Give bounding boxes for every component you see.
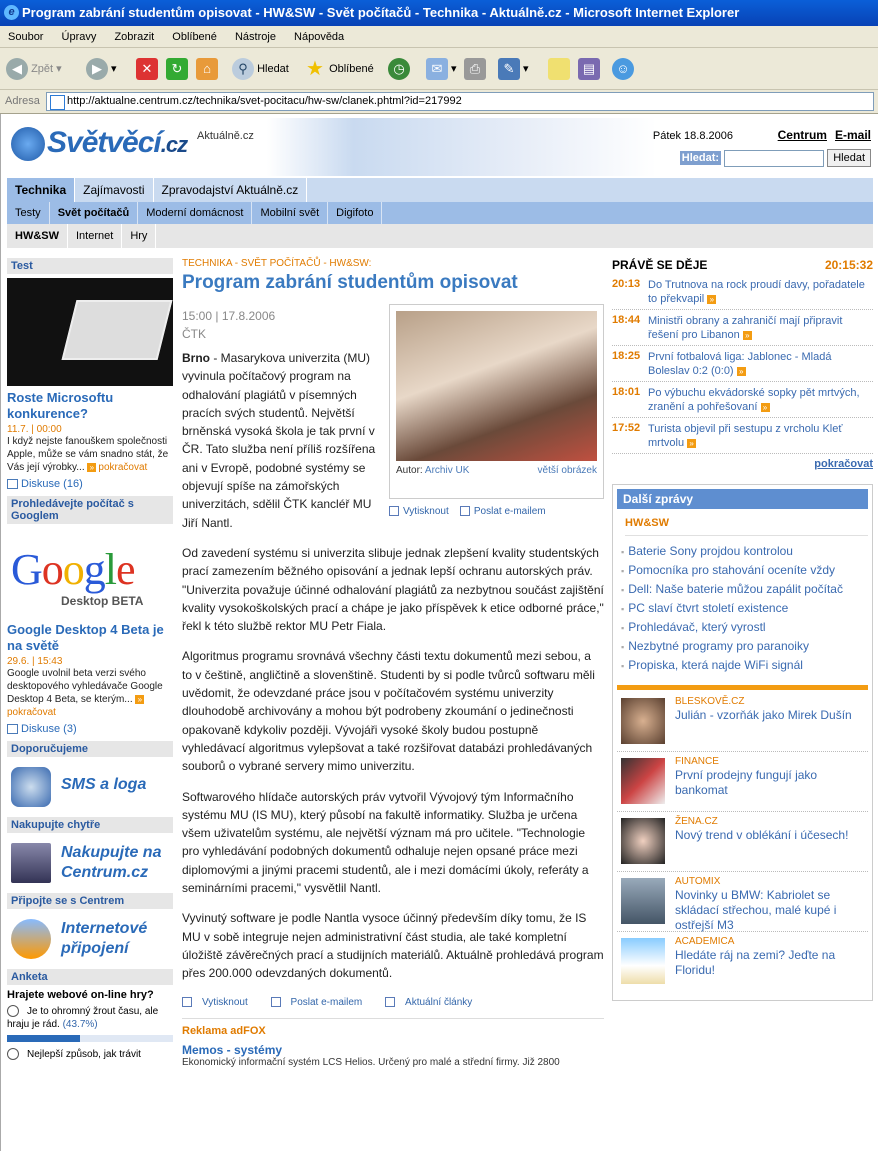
article-source: ČTK	[182, 327, 206, 341]
lead-city: Brno	[182, 351, 210, 365]
toolbar	[0, 48, 878, 90]
news-item[interactable]	[612, 386, 873, 418]
poll	[7, 1005, 173, 1061]
news-time: 18:01	[612, 386, 641, 398]
search-label: Hledat	[257, 63, 289, 75]
google-desktop-logo[interactable]	[7, 528, 173, 618]
address-input[interactable]: http://aktualne.centrum.cz/technika/svet-pocitacu/hw-sw/clanek.phtml?id=217992	[46, 92, 874, 111]
current-articles-link[interactable]	[385, 997, 482, 1008]
news-item[interactable]	[612, 422, 873, 454]
edit-button[interactable]: ✎ ▾	[498, 56, 529, 82]
print-link-top[interactable]	[389, 506, 449, 517]
radio-button[interactable]	[7, 1005, 19, 1017]
ad-block	[182, 1018, 604, 1068]
address-label: Adresa	[5, 95, 40, 107]
test-heading: Test	[7, 258, 173, 274]
article-figure	[389, 304, 604, 499]
article	[182, 258, 604, 1068]
promo-category: AUTOMIX	[675, 876, 721, 887]
nav-zpravodajstvi[interactable]: Zpravodajství Aktuálně.cz	[154, 178, 308, 202]
article1-title[interactable]: Roste Microsoftu konkurence?	[7, 390, 114, 421]
article1-discussion-link[interactable]	[7, 478, 173, 490]
address-bar	[0, 90, 878, 114]
menu-oblibene[interactable]: Oblíbené	[172, 31, 217, 43]
news-text: Ministři obrany a zahraničí mají připravit řešení pro Libanon	[648, 315, 843, 341]
refresh-button[interactable]	[166, 56, 188, 82]
search-submit-button[interactable]: Hledat	[827, 149, 871, 167]
promo-title: Nový trend v oblékání i účesech!	[675, 828, 849, 842]
menu-upravy[interactable]: Úpravy	[61, 31, 97, 43]
nav-mobilni-svet[interactable]: Mobilní svět	[252, 202, 328, 224]
search-button[interactable]	[232, 56, 289, 82]
article1-more-link[interactable]: » pokračovat	[87, 462, 147, 473]
atm-thumb	[621, 758, 665, 804]
news-time: 18:44	[612, 314, 641, 326]
list-item[interactable]: ▪ Baterie Sony projdou kontrolou	[621, 542, 868, 561]
home-button[interactable]	[196, 56, 218, 82]
news-text: První fotbalová liga: Jablonec - Mladá Boleslav 0:2 (0:0)	[648, 351, 832, 377]
list-item[interactable]: ▪ Pomocníka pro stahování oceníte vždy	[621, 561, 868, 580]
nav-digifoto[interactable]: Digifoto	[328, 202, 382, 224]
promo-title: Hledáte ráj na zemi? Jeďte na Floridu!	[675, 948, 836, 977]
radio-button[interactable]	[7, 1048, 19, 1060]
ie-logo-icon: e	[4, 5, 19, 20]
woman-portrait-thumb	[621, 818, 665, 864]
header-search	[680, 149, 871, 167]
shopping-promo-text: Nakupujte na Centrum.cz	[61, 844, 162, 881]
news-text: Po výbuchu ekvádorské sopky pět mrtvých, zranění a pohřešovaní	[648, 387, 860, 413]
sub-nav	[7, 202, 873, 224]
google-desktop-label: Desktop BETA	[61, 594, 144, 608]
list-item[interactable]: ▪ Dell: Naše baterie můžou zapálit počítač	[621, 580, 868, 599]
article2-title[interactable]: Google Desktop 4 Beta je na světě	[7, 622, 164, 653]
print-icon	[182, 997, 192, 1007]
mail-button[interactable]: ✉ ▾	[426, 56, 457, 82]
promo-item[interactable]	[617, 816, 868, 872]
home-icon: ⌂	[196, 58, 218, 80]
email-icon	[460, 506, 470, 516]
star-icon: ★	[306, 58, 324, 81]
back-arrow-icon: ◀	[6, 58, 28, 80]
left-column	[7, 258, 173, 1065]
menu-napoveda[interactable]: Nápověda	[294, 31, 345, 43]
article2-text	[7, 667, 173, 719]
list-item[interactable]: ▪ Propiska, která najde WiFi signál	[621, 656, 868, 675]
news-time: 18:25	[612, 350, 641, 362]
promo-category: BLESKOVĚ.CZ	[675, 696, 745, 707]
shopping-promo[interactable]	[7, 837, 173, 893]
news-time: 17:52	[612, 422, 641, 434]
pripojte-heading: Připojte se s Centrem	[7, 893, 173, 909]
logo-text: Světvěcí	[47, 126, 161, 159]
beach-thumb	[621, 938, 665, 984]
article-paragraph-5: Vyvinutý software je podle Nantla vysoce účinný především díky tomu, že IS MU v sobě integruje nejen administrativní část studia, ale také kompletní úložiště závěrečných prací a studijních materiálů. Aktuálně prohledává program přes 200.000 odevzdaných dokumentů.	[182, 911, 604, 981]
nav-moderni-domacnost[interactable]: Moderní domácnost	[138, 202, 252, 224]
history-button[interactable]	[388, 56, 410, 82]
promo-category: ACADEMICA	[675, 936, 735, 947]
poll-option-2-text: Nejlepší způsob, jak trávit	[27, 1049, 141, 1060]
poll-option-1-text: Je to ohromný žrout času, ale hraju je rád.	[7, 1006, 159, 1030]
note-icon	[548, 58, 570, 80]
news-more-icon	[761, 401, 772, 413]
menu-soubor[interactable]: Soubor	[8, 31, 44, 43]
back-label: Zpět	[31, 63, 54, 75]
article1-date: 11.7. | 00:00	[7, 424, 62, 435]
aktualne-label[interactable]: Aktuálně.cz	[197, 130, 254, 142]
article2-perex: Google uvolnil beta verzi svého desktopového vyhledávače Google Desktop 4 Beta, se kterým...	[7, 668, 163, 705]
article-title: Program zabrání studentům opisovat	[182, 272, 518, 293]
right-column	[612, 258, 873, 1001]
poll-option-1-bar	[7, 1035, 173, 1042]
live-clock: 20:15:32	[824, 258, 873, 272]
email-link-top[interactable]	[460, 506, 546, 517]
header-links	[770, 128, 871, 142]
stop-icon: ✕	[136, 58, 158, 80]
research-icon: ▤	[578, 58, 600, 80]
dalsi-zpravy-section[interactable]: HW&SW	[625, 517, 868, 536]
print-button[interactable]	[464, 56, 486, 82]
google-heading: Prohledávejte počítač s Googlem	[7, 496, 173, 524]
logo-wave-icon	[11, 127, 45, 161]
article1-text	[7, 435, 173, 474]
dalsi-zpravy-heading: Další zprávy	[617, 489, 868, 509]
section-nav	[7, 224, 873, 248]
poll-question: Hrajete webové on-line hry?	[7, 989, 154, 1001]
poll-option-2[interactable]	[7, 1048, 173, 1061]
connection-icon	[11, 919, 51, 959]
news-more-icon	[707, 293, 718, 305]
phone-icon	[11, 767, 51, 807]
article-actions	[182, 997, 604, 1008]
news-item[interactable]	[612, 350, 873, 382]
header-date: Pátek 18.8.2006	[652, 130, 733, 142]
window-titlebar	[0, 0, 878, 26]
discussion-icon	[7, 479, 18, 489]
window-title: Program zabrání studentům opisovat - HW&SW - Svět počítačů - Technika - Aktuálně.cz - Microsoft Internet Explorer	[22, 5, 740, 20]
search-icon: ⚲	[232, 58, 254, 80]
car-thumb	[621, 878, 665, 924]
centrum-link[interactable]: Centrum	[777, 128, 827, 142]
figure-author-label: Autor:	[396, 465, 423, 476]
email-icon	[271, 997, 281, 1007]
list-item[interactable]: ▪ Nezbytné programy pro paranoiky	[621, 637, 868, 656]
article-paragraph-3: Algoritmus programu srovnává všechny části textu dokumentů mezi sebou, a to v češtině, angličtině a slovenštině. Studenti by si podle tvůrců softwaru měli uvědomit, že odevzdané práce jsou v počítačovém systému univerzity dlouhodobě archivovány a mohou být podrobeny zkoumání o jedinečnosti opakovaně kdykoliv později. Vývojáři vysoké školy budou postupně vyhledávací algoritmus vylepšovat a také rozšiřovat databázi prohledávaných souborů o vybrané servery mimo univerzitu.	[182, 649, 595, 774]
orange-divider	[617, 685, 868, 690]
research-button[interactable]	[578, 56, 600, 82]
edit-icon: ✎	[498, 58, 520, 80]
article-paragraph-1	[182, 349, 382, 532]
print-label: Vytisknout	[202, 996, 248, 1008]
promo-category: FINANCE	[675, 756, 719, 767]
promo-item[interactable]	[617, 696, 868, 752]
ad-text: Ekonomický informační systém LCS Helios. Určený pro malé a střední firmy. Již 2800	[182, 1056, 560, 1068]
promo-item[interactable]	[617, 756, 868, 812]
nakupujte-heading: Nakupujte chytře	[7, 817, 173, 833]
dalsi-zpravy-list	[617, 542, 868, 675]
favorites-label: Oblíbené	[329, 63, 374, 75]
anketa-heading: Anketa	[7, 969, 173, 985]
site-logo[interactable]	[11, 126, 187, 161]
nav-hry[interactable]: Hry	[122, 224, 156, 248]
current-label: Aktuální články	[405, 996, 473, 1008]
internet-promo-text: Internetové připojení	[61, 920, 148, 957]
nav-hwsw[interactable]: HW&SW	[7, 224, 68, 248]
bigger-image-link[interactable]: větší obrázek	[537, 465, 597, 476]
send-label: Poslat e-mailem	[473, 506, 546, 517]
nav-technika[interactable]: Technika	[7, 178, 75, 202]
news-more-icon	[743, 329, 754, 341]
back-button[interactable]: ◀ Zpět ▾	[6, 56, 62, 82]
news-ticker	[612, 278, 873, 454]
laptop-icon	[11, 843, 51, 883]
doporucujeme-heading: Doporučujeme	[7, 741, 173, 757]
news-more-icon	[737, 365, 748, 377]
news-text: Do Trutnova na rock proudí davy, pořadatele to překvapil	[648, 279, 865, 305]
menu-bar	[0, 26, 878, 48]
news-more-icon	[687, 437, 698, 449]
promo-title: Novinky u BMW: Kabriolet se skládací střechou, malé kupé i ostřejší M3	[675, 888, 837, 932]
forward-arrow-icon: ▶	[86, 58, 108, 80]
messenger-icon: ☺	[612, 58, 634, 80]
promo-category: ŽENA.CZ	[675, 816, 718, 827]
site-header	[7, 118, 873, 176]
print-label: Vytisknout	[403, 506, 449, 517]
print-icon	[389, 506, 399, 516]
man-portrait-thumb	[621, 698, 665, 744]
figure-caption	[396, 465, 597, 476]
messenger-button[interactable]	[612, 56, 634, 82]
print-icon: ⎙	[464, 58, 486, 80]
ad-heading: Reklama adFOX	[182, 1024, 266, 1037]
web-page	[0, 114, 878, 1151]
list-item[interactable]: ▪ Prohledávač, který vyrostl	[621, 618, 868, 637]
promo-title: První prodejny fungují jako bankomat	[675, 768, 818, 797]
menu-zobrazit[interactable]: Zobrazit	[114, 31, 155, 43]
dalsi-zpravy-box	[612, 484, 873, 1001]
figure-author-link[interactable]: Archiv UK	[424, 465, 470, 476]
mail-icon: ✉	[426, 58, 448, 80]
article2-discussion-link[interactable]	[7, 723, 173, 735]
google-logo-text: Google	[11, 545, 135, 594]
ad-title[interactable]: Memos - systémy	[182, 1042, 283, 1057]
promo-title: Julián - vzorňák jako Mirek Dušín	[675, 708, 852, 722]
article1-perex: I když nejste fanouškem společnosti Apple, může se vám snadno stát, že Vás její výrobky...	[7, 436, 169, 473]
print-link[interactable]	[182, 997, 258, 1008]
article2-discussion-label: Diskuse (3)	[21, 723, 77, 735]
breadcrumb[interactable]: TECHNIKA - SVĚT POČÍTAČŮ - HW&SW:	[182, 258, 372, 269]
prave-se-deje-title: PRÁVĚ SE DĚJE	[612, 258, 708, 272]
refresh-icon: ↻	[166, 58, 188, 80]
article2-date: 29.6. | 15:43	[7, 656, 63, 667]
article2-more-link[interactable]: » pokračovat	[7, 694, 146, 718]
article-time: 15:00 | 17.8.2006	[182, 309, 276, 323]
main-nav	[7, 178, 873, 202]
sms-promo[interactable]	[7, 761, 173, 817]
figure-actions	[389, 506, 546, 517]
email-link[interactable]: E-mail	[834, 128, 871, 142]
nav-testy[interactable]: Testy	[7, 202, 50, 224]
favorites-button[interactable]	[304, 56, 374, 82]
send-label: Poslat e-mailem	[290, 996, 363, 1008]
logo-tld: .cz	[160, 132, 188, 157]
news-item[interactable]	[612, 278, 873, 310]
news-text: Turista objevil při sestupu z vrcholu Kleť mrtvolu	[648, 423, 843, 449]
prave-se-deje-header	[612, 258, 873, 272]
poll-option-1-fill	[7, 1035, 80, 1042]
paragraph-1-text: - Masarykova univerzita (MU) vyvinula počítačový program na odhalování plagiátů v písemných pracích svých studentů. Největší brněnská vysoká škola je tak první v ČR. Tato služba není příliš rozšířena ani v Evropě, podobné systémy se objevují spíše na zámořských univerzitách, sdělil ČTK kancléř MU Jiří Nantl.	[182, 351, 376, 530]
news-item[interactable]	[612, 314, 873, 346]
laptop-screen	[62, 300, 173, 360]
news-more-link[interactable]: pokračovat	[814, 458, 873, 470]
nav-svet-pocitacu[interactable]: Svět počítačů	[50, 202, 139, 224]
promo-item[interactable]	[617, 876, 868, 932]
list-item[interactable]: ▪ PC slaví čtvrt století existence	[621, 599, 868, 618]
nav-internet[interactable]: Internet	[68, 224, 122, 248]
promo-item[interactable]	[617, 936, 868, 992]
history-icon: ◷	[388, 58, 410, 80]
menu-nastroje[interactable]: Nástroje	[234, 31, 276, 43]
stop-button[interactable]	[136, 56, 158, 82]
forward-button[interactable]: ▶ ▾	[86, 56, 117, 82]
discussion-icon	[7, 724, 18, 734]
search-input[interactable]	[724, 150, 824, 167]
poll-option-1-percent: (43.7%)	[62, 1019, 98, 1030]
article-paragraph-2: Od zavedení systému si univerzita slibuje jednak zlepšení kvality studentských prací zamezením běžného opisování a jednak lepší ochranu autorských práv. "Univerzita považuje účinné odhalování plagiátů za nezbytnou součást zajištění kvality vysokoškolských prací a chápe je jako příspěvek k etice odborné práce," řekl k této službě rektor MU Petr Fiala.	[182, 545, 604, 634]
sms-promo-text: SMS a loga	[61, 776, 147, 793]
email-link[interactable]	[271, 997, 373, 1008]
articles-icon	[385, 997, 395, 1007]
nav-zajimavosti[interactable]: Zajímavosti	[75, 178, 153, 202]
news-time: 20:13	[612, 278, 641, 290]
article-photo[interactable]	[396, 311, 597, 461]
search-label: Hledat:	[681, 152, 720, 164]
discuss-button[interactable]	[548, 56, 570, 82]
internet-promo[interactable]	[7, 913, 173, 969]
article-paragraph-4: Softwarového hlídače autorských práv vytvořil Vývojový tým Informačního systému MU (IS MU), který působí na fakultě informatiky. Služba je určena všem uživatelům systému, ale největší význam má pro učitele. "Technologie pro vyhledávání podobných dokumentů odhaluje nejen opsané práce mezi diplomovými a jinými pracemi studentů, ale i mezi domácími úkoly, referáty a seminárními pracemi," vysvětlil Nantl.	[182, 789, 589, 896]
laptop-image[interactable]	[7, 278, 173, 386]
poll-option-1[interactable]	[7, 1005, 173, 1031]
article1-discussion-label: Diskuse (16)	[21, 478, 83, 490]
